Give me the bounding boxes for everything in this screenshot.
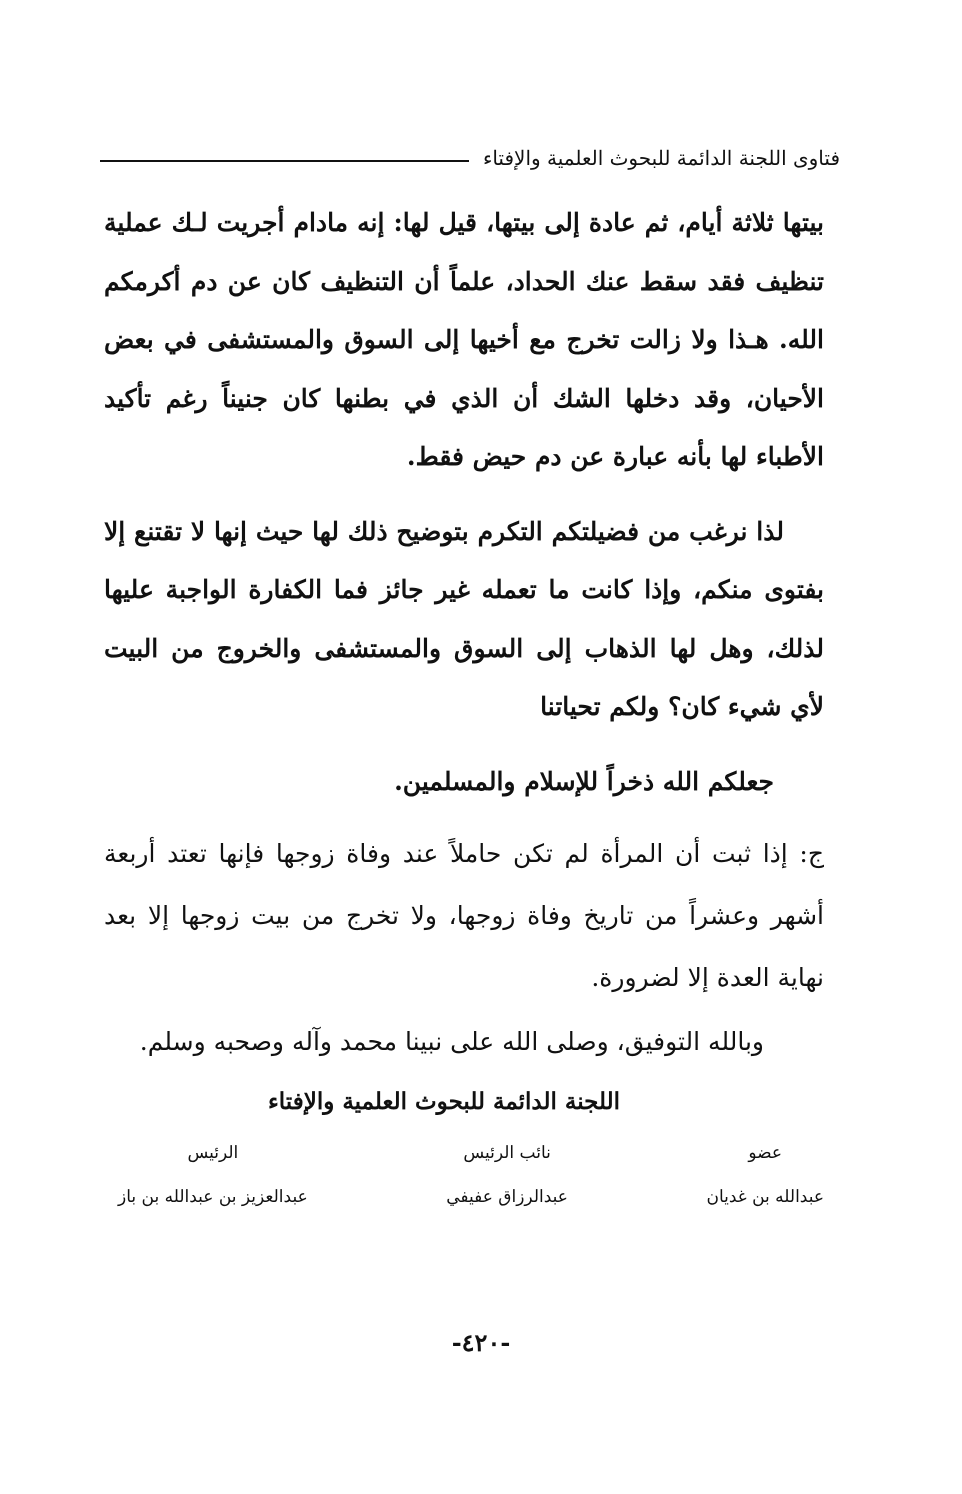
signatory-chairman: [118, 1133, 308, 1217]
question-paragraph: لذا نرغب من فضيلتكم التكرم بتوضيح ذلك لها حيث إنها لا تقتنع إلا بفتوى منكم، وإذا كانت ما تعمله غير جائز فما الكفارة الواجبة عليها لذلك، وهل لها الذهاب إلى السوق والمستشفى والخروج من البيت لأي شيء كان؟ ولكم تحياتنا: [104, 516, 824, 721]
signatory-member: [706, 1133, 824, 1217]
signatory-name: عبدالعزيز بن عبدالله بن باز: [118, 1187, 308, 1207]
answer-section: [104, 823, 824, 1073]
signatory-role: الرئيس: [187, 1143, 239, 1163]
committee-name: اللجنة الدائمة للبحوث العلمية والإفتاء: [267, 1088, 621, 1115]
answer-paragraph: ج: إذا ثبت أن المرأة لم تكن حاملاً عند وفاة زوجها فإنها تعتد أربعة أشهر وعشراً من تاريخ وفاة زوجها، ولا تخرج من بيت زوجها إلا بعد نهاية العدة إلا لضرورة.: [104, 839, 824, 992]
question-paragraph: بيتها ثلاثة أيام، ثم عادة إلى بيتها، قيل لها: إنه مادام أجريت لـك عملية تنظيف فقد سقط عنك الحداد، علماً أن التنظيف كان عن دم أكرمكم الله. هـذا ولا زالت تخرج مع أخيها إلى السوق والمستشفى في بعض الأحيان، وقد دخلها الشك أن الذي في بطنها كان جنيناً رغم تأكيد الأطباء لها بأنه عبارة عن دم حيض فقط.: [104, 208, 824, 471]
signatory-role: عضو: [748, 1143, 783, 1163]
running-header: [100, 140, 840, 176]
signatory-name: عبدالرزاق عفيفي: [446, 1187, 568, 1207]
closing-prayer: وبالله التوفيق، وصلى الله على نبينا محمد وآله وصحبه وسلم.: [139, 1027, 764, 1056]
question-closing: جعلكم الله ذخراً للإسلام والمسلمين.: [394, 766, 774, 796]
page-number: -٤٢٠-: [451, 1328, 511, 1357]
signatory-name: عبدالله بن غديان: [706, 1187, 824, 1207]
body-text: [104, 194, 824, 1073]
question-section: [104, 194, 824, 811]
book-title: فتاوى اللجنة الدائمة للبحوث العلمية والإفتاء: [482, 146, 840, 170]
signatory-role: نائب الرئيس: [463, 1143, 551, 1163]
committee-signature-block: [104, 1088, 824, 1217]
header-rule: [100, 160, 469, 162]
signatories: [104, 1133, 824, 1217]
signatory-vice-chairman: [446, 1133, 568, 1217]
